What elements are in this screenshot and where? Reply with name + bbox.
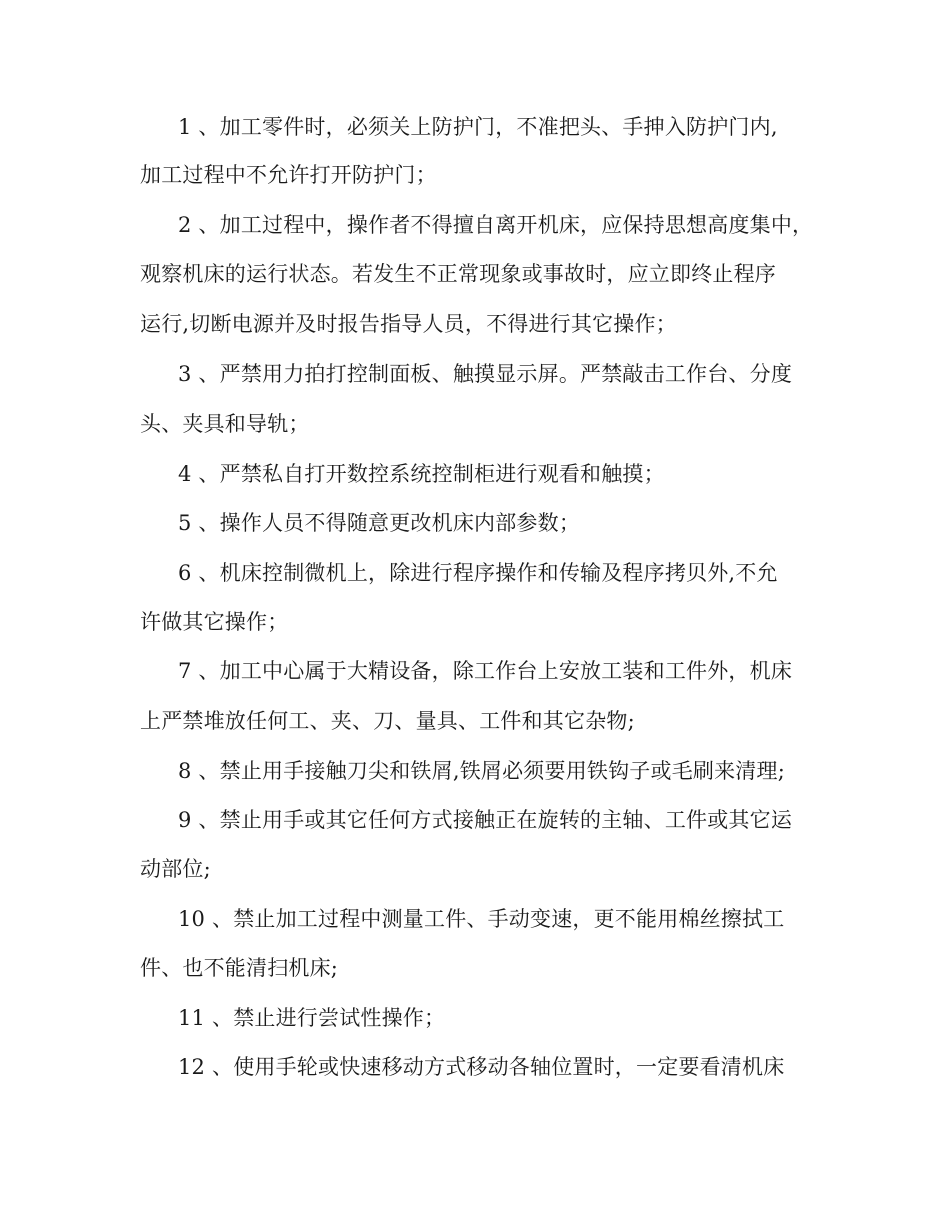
paragraph-line: 运行,切断电源并及时报告指导人员，不得进行其它操作； [140, 312, 677, 336]
paragraph-line: 8 、禁止用手接触刀尖和铁屑,铁屑必须要用铁钩子或毛刷来清理; [178, 759, 785, 783]
paragraph-line: 加工过程中不允许打开防护门； [140, 163, 437, 187]
paragraph-line: 动部位; [140, 857, 211, 881]
paragraph-line: 7 、加工中心属于大精设备，除工作台上安放工装和工件外，机床 [178, 659, 793, 683]
paragraph-line: 10 、禁止加工过程中测量工件、手动变速，更不能用棉丝擦拭工 [178, 907, 785, 931]
paragraph-line: 2 、加工过程中，操作者不得擅自离开机床，应保持思想高度集中， [178, 213, 814, 237]
paragraph-line: 4 、严禁私自打开数控系统控制柜进行观看和触摸； [178, 462, 665, 486]
paragraph-line: 头、夹具和导轨； [140, 412, 310, 436]
paragraph-line: 5 、操作人员不得随意更改机床内部参数； [178, 511, 581, 535]
paragraph-line: 11 、禁止进行尝试性操作； [178, 1006, 446, 1030]
paragraph-line: 12 、使用手轮或快速移动方式移动各轴位置时，一定要看清机床 [178, 1055, 785, 1079]
paragraph-line: 9 、禁止用手或其它任何方式接触正在旋转的主轴、工件或其它运 [178, 808, 793, 832]
paragraph-line: 观察机床的运行状态。若发生不正常现象或事故时，应立即终止程序 [140, 262, 776, 286]
paragraph-line: 3 、严禁用力拍打控制面板、触摸显示屏。严禁敲击工作台、分度 [178, 362, 793, 386]
paragraph-line: 6 、机床控制微机上，除进行程序操作和传输及程序拷贝外,不允 [178, 561, 778, 585]
paragraph-line: 上严禁堆放任何工、夹、刀、量具、工件和其它杂物; [140, 709, 635, 733]
paragraph-line: 件、也不能清扫机床; [140, 956, 339, 980]
paragraph-line: 1 、加工零件时，必须关上防护门，不准把头、手抻入防护门内, [178, 115, 778, 139]
paragraph-line: 许做其它操作； [140, 610, 289, 634]
